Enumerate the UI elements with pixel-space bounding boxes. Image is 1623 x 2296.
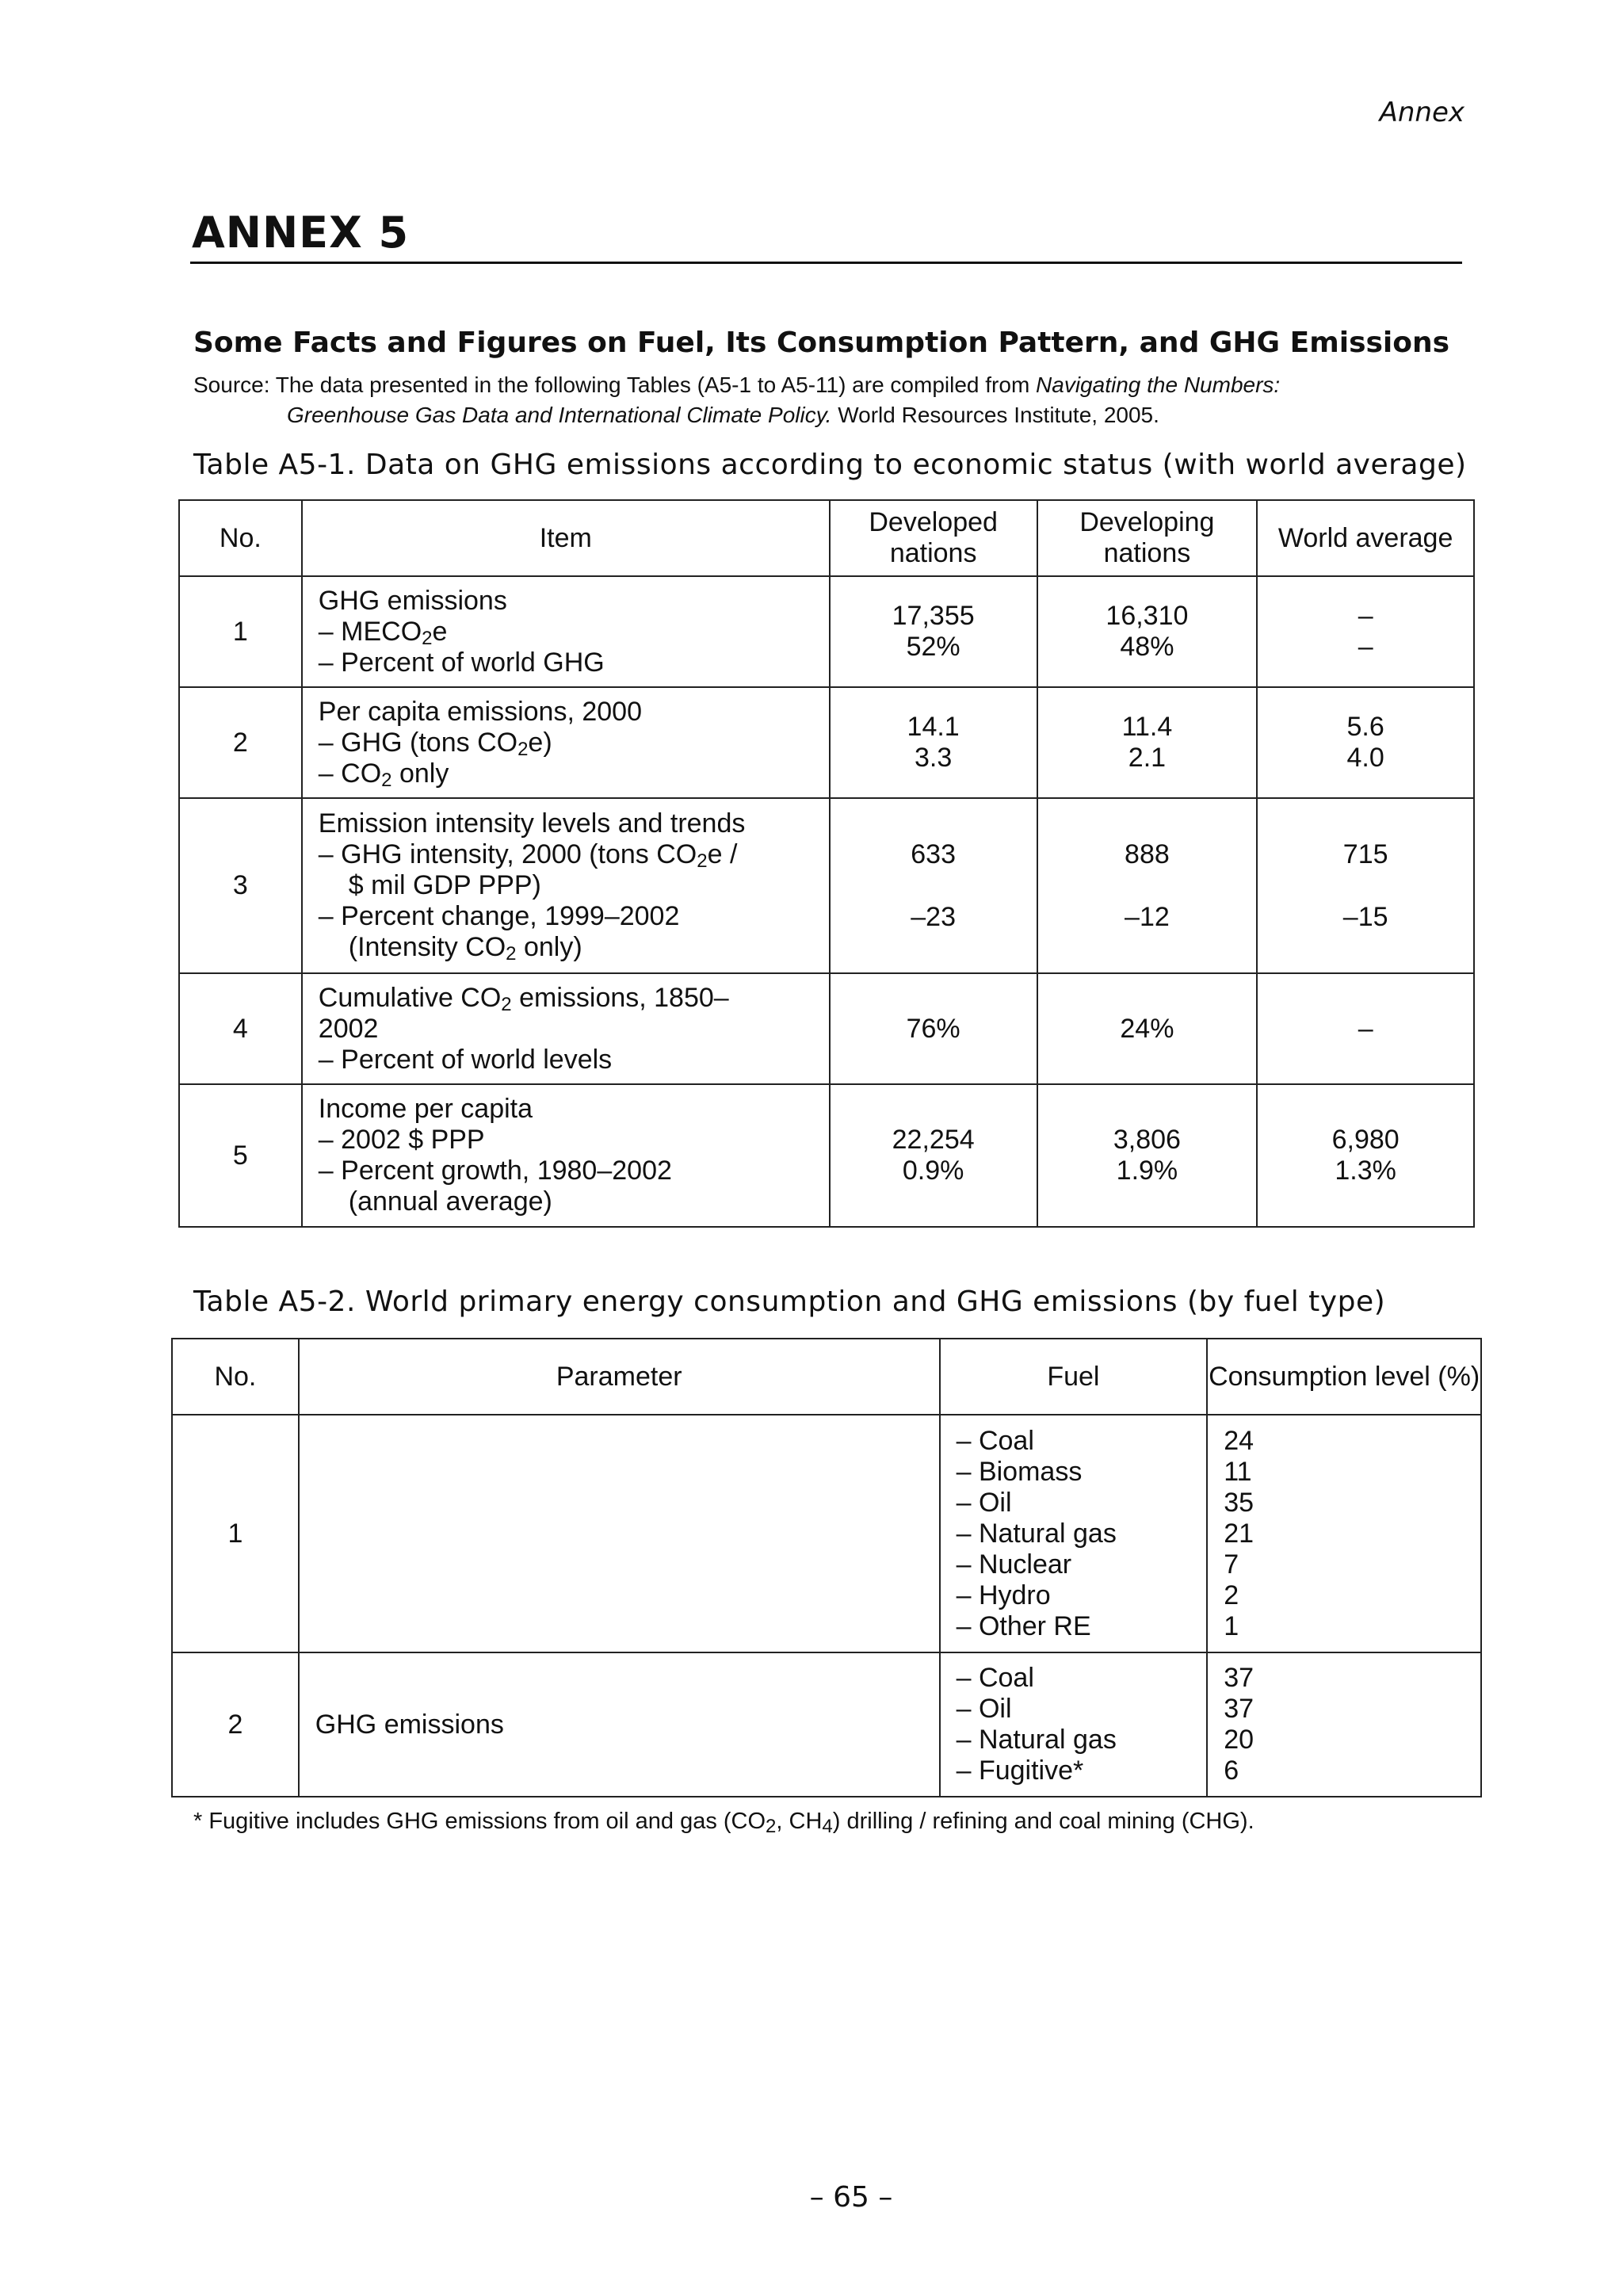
item-title: Per capita emissions, 2000 [318,696,642,727]
cell-developing: 11.4 2.1 [1037,687,1258,798]
item-line-b: – $CO_2$ only [318,758,449,791]
source-title-2: Greenhouse Gas Data and International Climate Policy. [287,403,832,427]
item-line-a: – $MECO_2e$ [318,616,448,649]
item-title: Emission intensity levels and trends [318,808,746,839]
running-header: Annex [1379,97,1465,128]
page-number: – 65 – [809,2181,893,2214]
th-world: World average [1257,500,1474,576]
table1-header-row [179,500,1474,576]
th-item: Item [302,500,830,576]
cell-world: 5.6 4.0 [1257,687,1474,798]
th-developed: Developed nations [830,500,1037,576]
cell-no: 3 [179,798,302,973]
table-row [179,973,1474,1084]
cell-no: 4 [179,973,302,1084]
cell-developed: 633 –23 [830,798,1037,973]
annex-title: ANNEX 5 [192,208,410,258]
item-line-b: – Percent of world levels [318,1044,613,1075]
cell-world: – [1257,973,1474,1084]
item-line-b: – Percent change, 1999–2002 [318,901,680,931]
source-suffix: World Resources Institute, 2005. [831,403,1159,427]
item-line-a: – 2002 $ PPP [318,1125,485,1155]
table-row [179,687,1474,798]
table1-caption: Table A5-1. Data on GHG emissions according to economic status (with world average) [193,449,1467,481]
item-title: GHG emissions [318,585,507,616]
th-no: No. [179,500,302,576]
cell-no: 1 [172,1415,299,1652]
item-title: Cumulative $CO_2$ emissions, 1850– [318,982,729,1015]
cell-no: 2 [172,1652,299,1797]
cell-world: 6,980 1.3% [1257,1084,1474,1227]
table-row [179,798,1474,973]
cell-level: 24 11 35 21 7 2 1 [1207,1415,1481,1652]
item-line-b: – Percent of world GHG [318,647,605,678]
th-fuel: Fuel [940,1339,1208,1415]
item-line-a-cont: $ mil GDP PPP) [348,870,541,900]
table2-caption: Table A5-2. World primary energy consumption and GHG emissions (by fuel type) [193,1286,1386,1318]
cell-developing: 888 –12 [1037,798,1258,973]
cell-no: 2 [179,687,302,798]
cell-item [302,1084,830,1227]
section-heading: Some Facts and Figures on Fuel, Its Consumption Pattern, and GHG Emissions [193,327,1450,359]
source-prefix: Source: The data presented in the following Tables (A5-1 to A5-11) are compiled from [193,372,1037,397]
item-title: Income per capita [318,1094,533,1124]
table-energy-consumption [171,1338,1482,1797]
cell-developed: 22,254 0.9% [830,1084,1037,1227]
cell-developing: 16,310 48% [1037,576,1258,687]
item-line-b: – Percent growth, 1980–2002 [318,1156,672,1186]
cell-fuel: – Coal – Oil – Natural gas – Fugitive* [940,1652,1208,1797]
item-title-cont: 2002 [318,1013,379,1044]
cell-item [302,687,830,798]
cell-world: – – [1257,576,1474,687]
source-note [193,370,1477,430]
th-consumption: Consumption level (%) [1207,1339,1481,1415]
cell-parameter [299,1415,940,1652]
cell-level: 37 37 20 6 [1207,1652,1481,1797]
item-line-a: – GHG intensity, 2000 (tons $CO_2e$ / [318,839,738,872]
cell-developed: 17,355 52% [830,576,1037,687]
th-developing: Developing nations [1037,500,1258,576]
title-rule [190,262,1462,264]
table2-header-row [172,1339,1481,1415]
table-ghg-economic-status [178,499,1475,1228]
cell-developed: 76% [830,973,1037,1084]
item-line-a: – GHG (tons $CO_2e$) [318,727,552,760]
th-parameter: Parameter [299,1339,940,1415]
item-line-b-cont: (Intensity $CO_2$ only) [348,932,582,965]
cell-item [302,973,830,1084]
table-row [179,1084,1474,1227]
source-title-1: Navigating the Numbers: [1036,372,1281,397]
table-row [179,576,1474,687]
table-row [172,1415,1481,1652]
table2-footnote: * Fugitive includes GHG emissions from oil and gas ($CO_2$, $CH_4$) drilling / refining and coal mining (CHG). [193,1809,1254,1837]
cell-no: 1 [179,576,302,687]
table-row [172,1652,1481,1797]
cell-no: 5 [179,1084,302,1227]
cell-developing: 24% [1037,973,1258,1084]
cell-developing: 3,806 1.9% [1037,1084,1258,1227]
th-no: No. [172,1339,299,1415]
cell-item [302,576,830,687]
cell-world: 715 –15 [1257,798,1474,973]
cell-item [302,798,830,973]
item-line-b-cont: (annual average) [348,1186,552,1217]
cell-fuel: – Coal – Biomass – Oil – Natural gas – Nuclear – Hydro – Other RE [940,1415,1208,1652]
cell-developed: 14.1 3.3 [830,687,1037,798]
cell-parameter: GHG emissions [299,1652,940,1797]
